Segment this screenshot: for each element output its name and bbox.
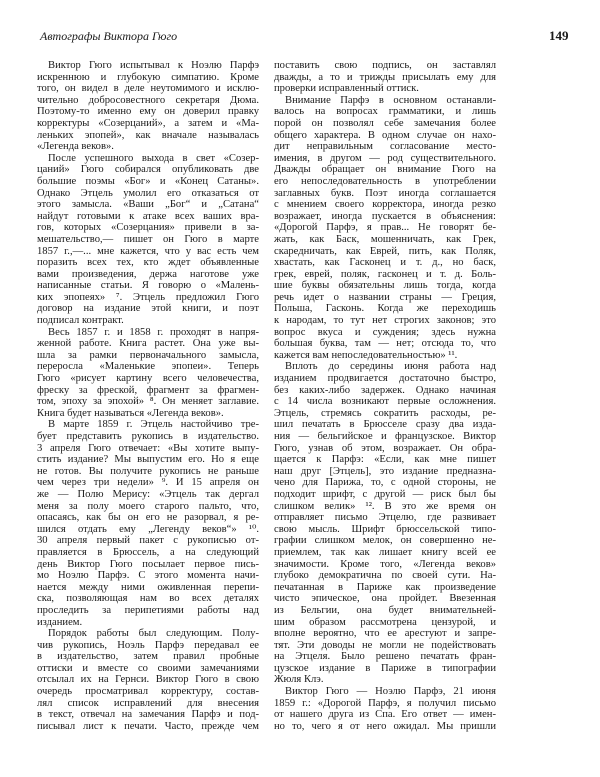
text-line: Поэтому-то именно ему он доверил правку: [37, 106, 259, 118]
text-line: Книга будет называться «Легенда веков».: [37, 407, 224, 419]
text-line: грек, еврей, поляк, гасконец и т. д. Боль-: [274, 268, 496, 280]
text-line: проследить за перипетиями работы над: [37, 604, 259, 616]
text-line: отправляет письмо Этцелю, где развивает: [274, 512, 496, 524]
text-line: с 14 числа возникают первые осложнения.: [274, 396, 496, 408]
text-line: шла за рамки первоначального замысла,: [37, 349, 259, 361]
text-line: чисто эпическое, она пройдет. Ввезенная: [274, 593, 496, 605]
text-line: скаредничать, как Еврей, пить, как Поляк,: [274, 245, 496, 257]
text-line: 30 апреля первый пакет с рукописью от-: [37, 535, 259, 547]
text-line: том, эпоху за эпохой» ⁸. Он меняет заглавие.: [37, 396, 259, 408]
text-line: день Виктор Гюго посылает первое пись-: [37, 558, 259, 570]
page-number: 149: [549, 28, 569, 43]
text-line: этого замысла. «Ваши „Бог“ и „Сатана“: [37, 199, 259, 211]
text-line: шился отдать ему „Легенду веков“» ¹⁰.: [37, 523, 259, 535]
text-line: бует представить рукопись в издательство.: [37, 431, 259, 442]
text-line: шим образом рассмотрена цензурой, и: [274, 616, 496, 628]
running-head-title: Автографы Виктора Гюго: [40, 29, 178, 43]
text-line: кажется вам непоследовательностью» ¹¹.: [274, 349, 458, 361]
text-line: печатанная в Париже как произведение: [274, 581, 496, 593]
text-line: ких эпопеях» ⁷. Этцель предложил Гюго: [37, 291, 259, 303]
text-line: приемлем, так как лишает книгу всей ее: [274, 546, 496, 558]
text-line: речь идет о названии страны — Греция,: [274, 291, 496, 303]
text-line: фреску за фреской, фрагмент за фрагмен-: [37, 384, 259, 396]
text-line: писывал лист к печати. Часто, прежде чем: [37, 720, 259, 732]
text-line: лял список исправлений для внесения: [37, 697, 259, 709]
text-line: возражает, иногда пускается в объяснения:: [274, 210, 496, 222]
text-line: порой он позволял себе замечания более: [274, 117, 496, 129]
text-line: шил печатать в Брюсселе сразу два изда-: [274, 419, 496, 431]
text-line: его непоследовательность в употреблении: [274, 175, 496, 187]
text-line: 3 апреля Гюго отвечает: «Вы хотите выпу-: [37, 442, 259, 454]
text-line: мешательство,— пишет он Гюго в марте: [37, 233, 259, 245]
text-line: без каких-либо задержек. Однако начиная: [274, 384, 496, 396]
text-line: шие буквы обязательны лишь тогда, когда: [274, 280, 496, 292]
text-line: Гюго, узнав об этом, возражает. Он обра-: [274, 442, 496, 454]
text-column-right: [274, 60, 496, 732]
text-line: большие поэмы «Бог» и «Конец Сатаны».: [37, 175, 259, 187]
text-line: подписал контракт.: [37, 315, 124, 327]
text-line: но то, чего я от него ожидал. Мы пришли: [274, 720, 496, 732]
text-line: вопрос вкуса и суждения; здесь нужна: [274, 326, 496, 338]
text-line: общего характера. В одном случае он нахо-: [274, 129, 496, 141]
text-line: цаний» Гюго собирался опубликовать две: [37, 164, 259, 176]
text-line: искреннюю и глубокую симпатию. Кроме: [37, 71, 259, 83]
text-line: того, он видел в деле неутомимого и исклю-: [37, 83, 259, 95]
text-line: тят. Эти доводы не могли не подействовать: [274, 639, 496, 651]
text-line: цузское издание в Париже в типографии: [274, 662, 496, 674]
text-line: не готов. Вы получите рукопись не раньше: [37, 465, 259, 477]
text-line: После успешного выхода в свет «Созер-: [48, 152, 259, 164]
text-line: дважды, а то и трижды присылать ему для: [274, 71, 496, 83]
text-line: Польша, Гасконь. Когда же переходишь: [274, 303, 496, 315]
text-line: чем через три недели» ⁹. И 15 апреля он: [37, 477, 259, 489]
text-line: корректуры «Созерцаний», а затем и «Ма-: [37, 117, 259, 129]
text-line: имения, в другом — род существительного.: [274, 152, 496, 164]
text-line: жать, как Баск, мошенничать, как Грек,: [274, 233, 496, 245]
text-column-left: [37, 60, 259, 732]
text-line: 1857 г.,—... мне кажется, что у вас есть чем: [37, 245, 259, 257]
text-line: в издательство, затем правил пробные: [37, 651, 259, 663]
text-line: найдут готовыми к атаке всех ваших вра-: [37, 210, 259, 222]
text-line: договор на издание этой книги, и поэт: [37, 303, 259, 315]
text-line: чительно добросовестного секретаря Дюма.: [37, 94, 259, 106]
text-line: чив рукопись, Ноэль Парфэ передавал ее: [37, 639, 259, 651]
text-line: написанные статьи. Я говорю о «Малень-: [37, 280, 259, 292]
text-line: поразить всех тех, кто ждет объявленные: [37, 257, 259, 269]
text-line: Жюля Клэ.: [274, 674, 324, 686]
text-line: нается между ними оживленная перепи-: [37, 581, 259, 593]
text-line: Виктор Гюго — Ноэлю Парфэ, 21 июня: [285, 686, 496, 698]
text-line: «Легенда веков».: [37, 141, 114, 153]
text-line: ска, позволяющая нам во всех деталях: [37, 593, 259, 605]
text-line: Вплоть до середины июня работа над: [285, 361, 496, 373]
text-line: стить издание? Мы выпустим его. Но я еще: [37, 454, 259, 466]
text-line: Порядок работы был следующим. Полу-: [48, 628, 259, 640]
text-line: вполне вероятно, что ее арестуют и запре-: [274, 628, 496, 640]
text-line: ния — бельгийское и французское. Виктор: [274, 431, 496, 442]
text-line: на Этцеля. Было решено печатать фран-: [274, 651, 496, 663]
text-line: из Бельгии, она будет внимательней-: [274, 604, 496, 616]
text-line: 1859 г.: «Дорогой Парфэ, я получил письмо: [274, 697, 496, 709]
text-line: Гюго «рисует картину всего человечества,: [37, 373, 259, 385]
text-line: хвастать, как Гасконец и т. д., но баск,: [274, 257, 496, 269]
text-line: в текст, отвечал на замечания Парфэ и под-: [37, 709, 259, 721]
text-line: очередь просматривал корректуру, состав-: [37, 686, 259, 698]
text-line: меня за полу моего старого пальто, что,: [37, 500, 259, 512]
text-line: дит неправильным согласование место-: [274, 141, 496, 153]
text-line: Дважды обращает он внимание Гюго на: [274, 164, 496, 176]
text-line: Однако Этцель умолил его отказаться от: [37, 187, 259, 199]
text-line: свою мысль. Шрифт брюссельской типо-: [274, 523, 496, 535]
text-line: гов, которых «Созерцания» привели в за-: [37, 222, 259, 234]
text-line: щается к Парфэ: «Если, как мне пишет: [274, 454, 496, 466]
text-line: правляется в Брюссель, а на следующий: [37, 546, 259, 558]
text-line: Этцель, стремясь сократить расходы, ре-: [274, 407, 496, 419]
text-line: отсылал их на Гернси. Виктор Гюго в свою: [37, 674, 259, 686]
text-line: В марте 1859 г. Этцель настойчиво тре-: [48, 419, 259, 431]
text-line: слишком велик» ¹². В это же время он: [274, 500, 496, 512]
text-line: значимости. Кроме того, «Легенда веков»: [274, 558, 496, 570]
text-line: же — Полю Мерису: «Этцель так дергал: [37, 488, 259, 500]
text-line: проверки исправленный оттиск.: [274, 83, 419, 95]
text-line: леньких эпопей», как вначале называлась: [37, 129, 259, 141]
text-line: переросла «Маленькие эпопеи». Теперь: [37, 361, 259, 373]
text-line: изданием.: [37, 616, 83, 628]
text-line: графии слишком мелок, он совершенно не-: [274, 535, 496, 547]
text-line: подходит шрифт, с другой — риск был бы: [274, 488, 496, 500]
text-line: Весь 1857 г. и 1858 г. проходят в напря-: [48, 326, 259, 338]
text-line: вами произведения, держа наготове уже: [37, 268, 259, 280]
text-line: наш друг [Этцель], это издание предназна-: [274, 465, 496, 477]
text-line: изданием продвигается достаточно быстро,: [274, 373, 496, 385]
text-line: от нашего друга из Спа. Его ответ — имен-: [274, 709, 496, 721]
text-line: глубоко демократична по своей сути. На-: [274, 570, 496, 582]
text-line: с мнением своего корректора, иногда резко: [274, 199, 496, 211]
text-line: «Дорогой Парфэ, я прав... Не говорят бе-: [274, 222, 496, 234]
text-line: к народам, то тут нет строгих законов; это: [274, 315, 496, 327]
text-line: Внимание Парфэ в основном останавли-: [285, 94, 496, 106]
text-line: валось на вопросах грамматики, и лишь: [274, 106, 496, 118]
text-line: заглавных букв. Поэт иногда соглашается: [274, 187, 496, 199]
text-line: женной работе. Книга растет. Она уже вы-: [37, 338, 259, 350]
text-line: большая буква, там — нет; отсюда то, что: [274, 338, 496, 350]
text-line: чено для Парижа, то, с одной стороны, не: [274, 477, 496, 489]
text-line: оттиски и вместе со своими замечаниями: [37, 662, 259, 674]
text-line: мо Ноэлю Парфэ. С этого момента начи-: [37, 570, 259, 582]
text-line: Виктор Гюго испытывал к Ноэлю Парфэ: [48, 60, 259, 71]
text-line: поставить свою подпись, он заставлял: [274, 60, 496, 71]
text-line: опасаясь, как бы он его не разорвал, я ре-: [37, 512, 259, 524]
